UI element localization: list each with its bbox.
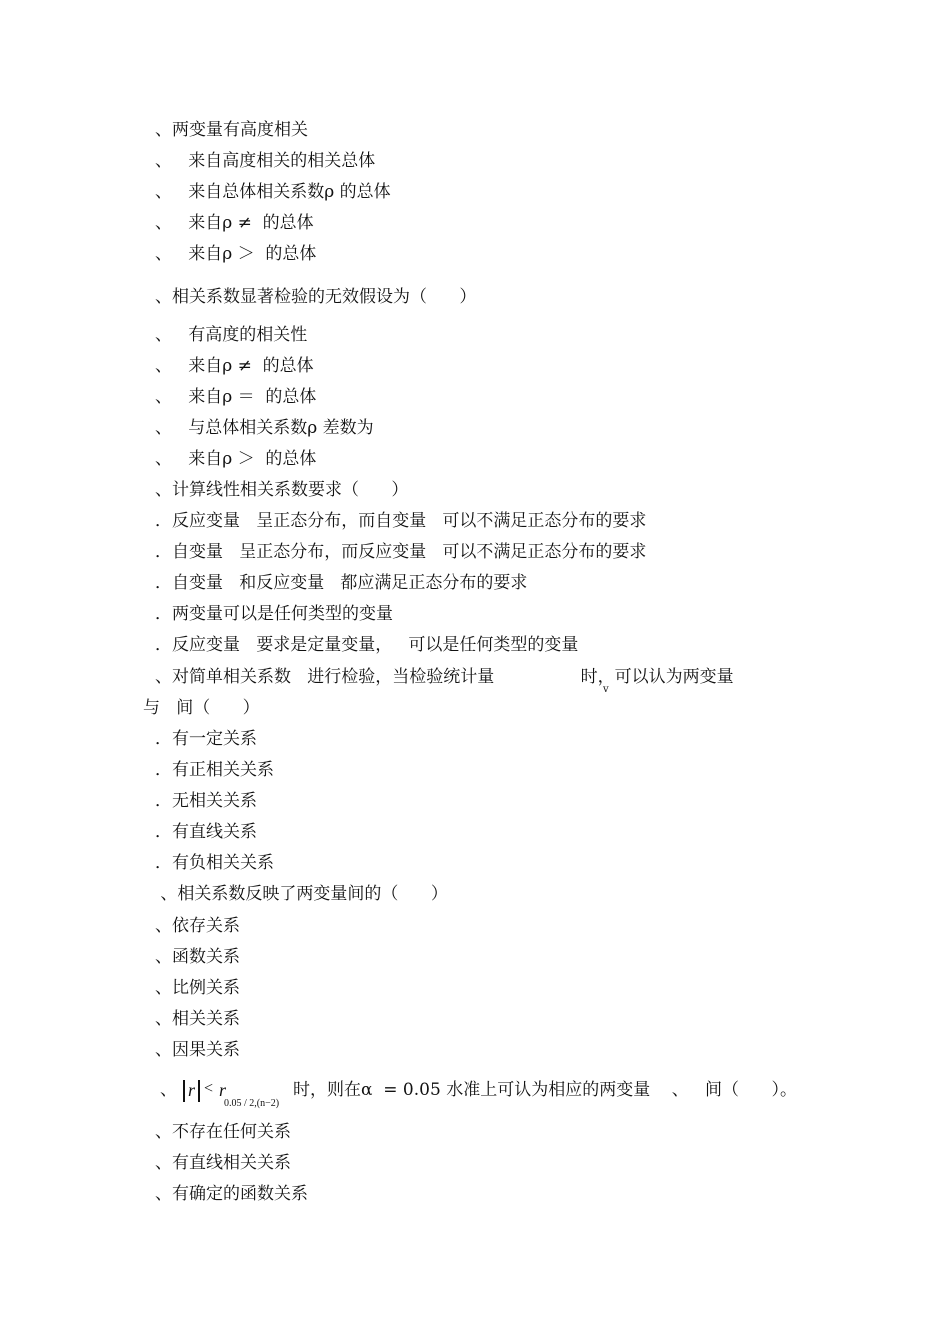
option-a: 、不存在任何关系 [155, 1122, 291, 1142]
option-a: ．有一定关系 [155, 729, 257, 749]
question-reflects: 、相关系数反映了两变量间的（ ） [155, 884, 448, 904]
option-e: 、因果关系 [155, 1040, 240, 1060]
option-a: 、 有高度的相关性 [155, 325, 308, 345]
question-linear-correlation: 、计算线性相关系数要求（ ） [155, 480, 409, 500]
formula-subscript: 0.05 / 2,(n−2) [224, 1098, 280, 1109]
option-a: ．反应变量 呈正态分布，而自变量 可以不满足正态分布的要求 [155, 511, 647, 531]
formula-prefix: 、 [160, 1080, 177, 1100]
option-d: ．有直线关系 [155, 822, 257, 842]
option-b: 、 来自ρ ≠ 的总体 [155, 356, 314, 376]
option-c: ．无相关关系 [155, 791, 257, 811]
option-b: 、函数关系 [155, 947, 240, 967]
formula-r-critical: r [219, 1080, 227, 1100]
formula-less-than: < [204, 1080, 214, 1097]
option-b: 、有直线相关关系 [155, 1153, 291, 1173]
option-c: 、 来自ρ ＝ 的总体 [155, 387, 317, 407]
formula-r: r [188, 1080, 196, 1100]
option-c: 、比例关系 [155, 978, 240, 998]
text-line-4: 、 来自ρ ≠ 的总体 [155, 213, 314, 233]
option-c: ．自变量 和反应变量 都应满足正态分布的要求 [155, 573, 528, 593]
option-e: ．反应变量 要求是定量变量， 可以是任何类型的变量 [155, 635, 579, 655]
option-e: 、 来自ρ ＞ 的总体 [155, 449, 317, 469]
text-line-3: 、 来自总体相关系数ρ 的总体 [155, 182, 391, 202]
text-line-5: 、 来自ρ ＞ 的总体 [155, 244, 317, 264]
question-test-statistic: 、对简单相关系数 进行检验，当检验统计量 时，可以认为两变量 [155, 667, 734, 687]
option-e: ．有负相关关系 [155, 853, 274, 873]
question-null-hypothesis: 、相关系数显著检验的无效假设为（ ） [155, 287, 477, 307]
option-b: ．有正相关关系 [155, 760, 274, 780]
formula-inequality [178, 1076, 308, 1112]
text-line-2: 、 来自高度相关的相关总体 [155, 151, 376, 171]
abs-bar-right [198, 1080, 200, 1102]
option-c: 、有确定的函数关系 [155, 1184, 308, 1204]
abs-bar-left [183, 1080, 185, 1102]
option-a: 、依存关系 [155, 916, 240, 936]
option-d: 、相关关系 [155, 1009, 240, 1029]
text-line-1: 、两变量有高度相关 [155, 120, 308, 140]
option-d: ．两变量可以是任何类型的变量 [155, 604, 393, 624]
v-mark: v [603, 684, 609, 695]
formula-tail: 时，则在α = 0.05 水准上可认为相应的两变量 、 间（ ）。 [293, 1080, 797, 1100]
option-b: ．自变量 呈正态分布，而反应变量 可以不满足正态分布的要求 [155, 542, 647, 562]
question-test-statistic-cont: 与 间（ ） [143, 698, 260, 718]
option-d: 、 与总体相关系数ρ 差数为 [155, 418, 374, 438]
